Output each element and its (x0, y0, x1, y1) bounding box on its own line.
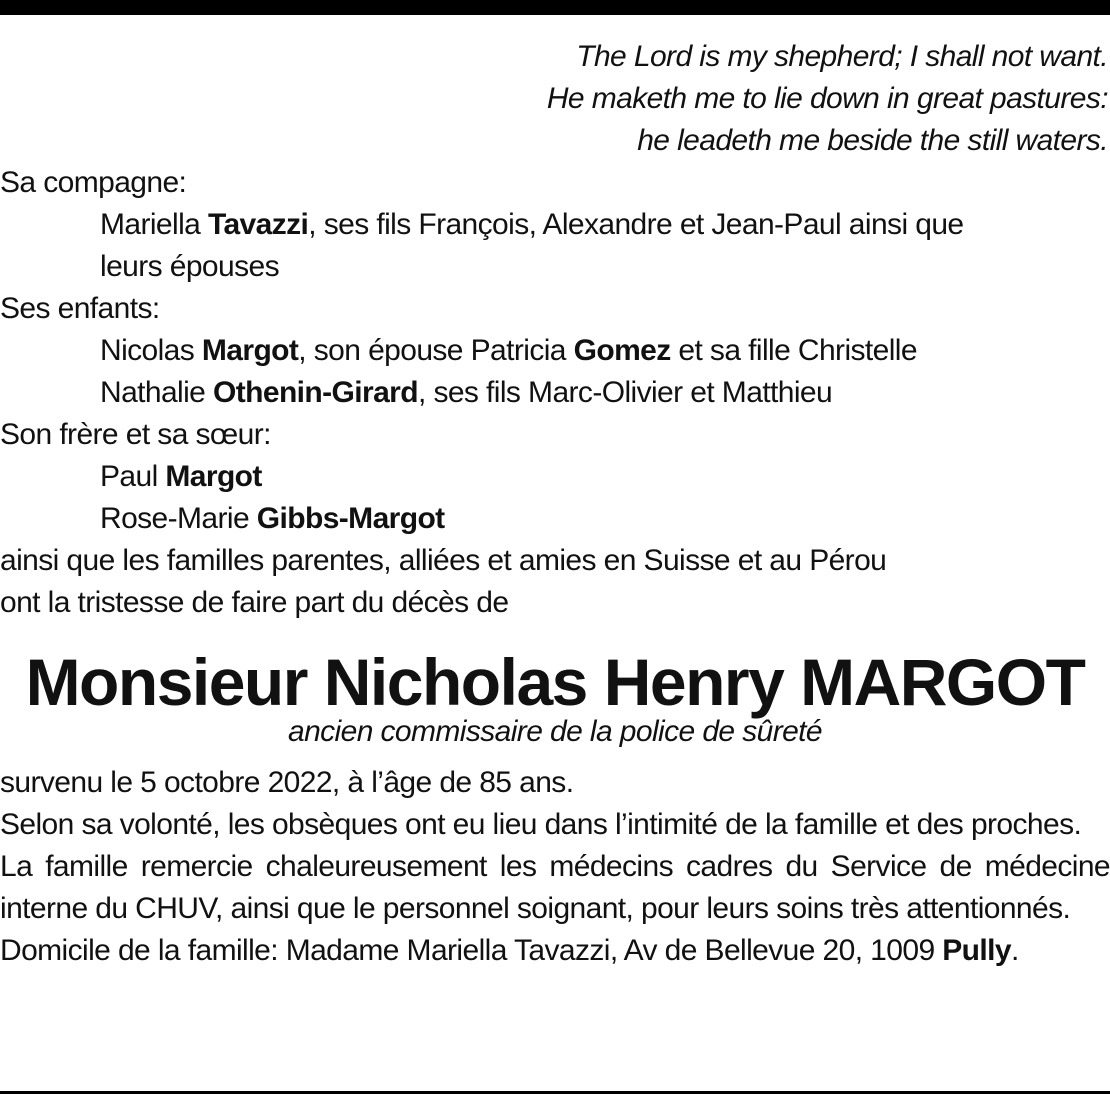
deceased-name: Monsieur Nicholas Henry MARGOT (25, 645, 1085, 719)
address-text: Domicile de la famille: Madame Mariella Tavazzi, Av de Bellevue 20, 1009 (0, 934, 943, 967)
companion-first-name: Mariella (100, 208, 208, 241)
top-rule (0, 0, 1110, 15)
sibling-entry (100, 498, 1110, 540)
families-line: ainsi que les familles parentes, alliées et amies en Suisse et au Pérou (0, 544, 887, 577)
companion-entry (0, 204, 1110, 288)
companion-line (100, 204, 1110, 246)
obituary-notice (0, 36, 1110, 972)
funeral-note: Selon sa volonté, les obsèques ont eu lieu dans l’intimité de la famille et des proches. (0, 808, 1082, 841)
companion-family-cont: leurs épouses (100, 250, 279, 283)
companion-family: , ses fils François, Alexandre et Jean-Paul ainsi que (308, 208, 964, 241)
siblings-section (0, 414, 1110, 540)
verse-line: He maketh me to lie down in great pastures: (546, 82, 1108, 115)
sibling-surname: Margot (165, 460, 262, 493)
address-city: Pully (942, 934, 1011, 967)
address-end: . (1010, 934, 1019, 967)
child-first-name: Nicolas (100, 334, 202, 367)
child-spouse-surname: Gomez (573, 334, 671, 367)
child-family: , ses fils Marc-Olivier et Matthieu (417, 376, 833, 409)
children-list (0, 330, 1110, 414)
companion-section (0, 162, 1110, 288)
child-first-name: Nathalie (100, 376, 214, 409)
death-date: survenu le 5 octobre 2022, à l’âge de 85 ans. (0, 766, 574, 799)
bible-verse (0, 36, 1110, 162)
sibling-first-name: Rose-Marie (100, 502, 257, 535)
sibling-entry (100, 456, 1110, 498)
children-heading: Ses enfants: (0, 292, 160, 325)
child-entry (100, 330, 1110, 372)
family-address (0, 930, 1110, 972)
companion-heading: Sa compagne: (0, 166, 187, 199)
child-surname: Othenin-Girard (213, 376, 418, 409)
thanks-note: La famille remercie chaleureusement les médecins cadres du Service de médecine interne du CHUV, ainsi que le personnel soignant, pour leurs soins très attentionnés. (0, 850, 1110, 925)
child-surname: Margot (201, 334, 299, 367)
siblings-heading: Son frère et sa sœur: (0, 418, 271, 451)
child-spouse-label: , son épouse Patricia (298, 334, 574, 367)
deceased-title: ancien commissaire de la police de sûreté (287, 715, 823, 748)
details-section (0, 762, 1110, 972)
verse-line: he leadeth me beside the still waters. (637, 124, 1108, 157)
announcement-line: ont la tristesse de faire part du décès de (0, 586, 509, 619)
bottom-rule (0, 1091, 1110, 1094)
sibling-surname: Gibbs-Margot (256, 502, 445, 535)
siblings-list (0, 456, 1110, 540)
child-entry (100, 372, 1110, 414)
verse-line: The Lord is my shepherd; I shall not want. (576, 40, 1108, 73)
companion-surname: Tavazzi (207, 208, 309, 241)
deceased-block (0, 646, 1110, 750)
child-family: et sa fille Christelle (670, 334, 917, 367)
sibling-first-name: Paul (100, 460, 166, 493)
children-section (0, 288, 1110, 414)
